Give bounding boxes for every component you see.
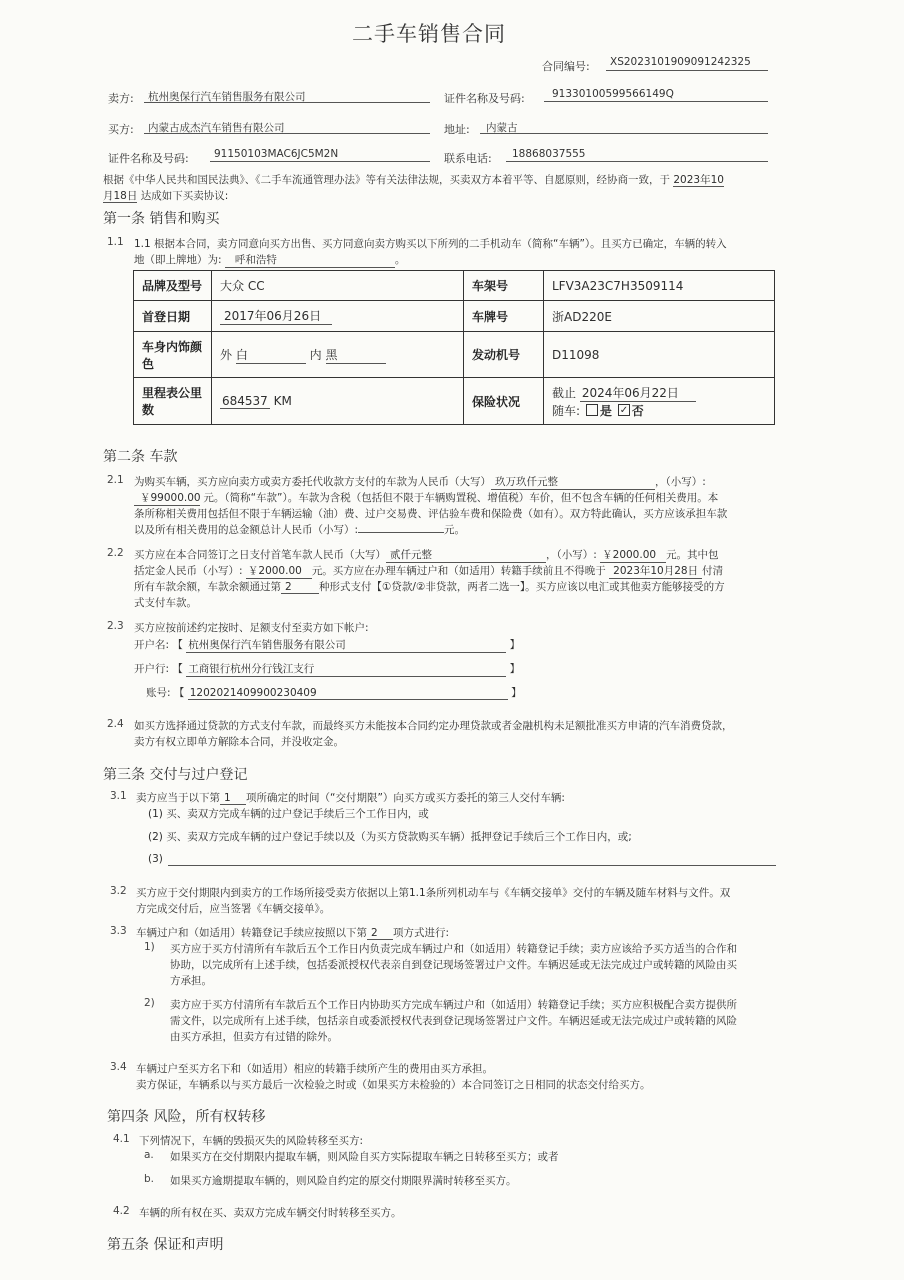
- clause-3-3-1-line3: 方承担。: [170, 975, 212, 987]
- clause-1-1-text2: 地（即上牌地）为: 呼和浩特 。: [134, 254, 406, 266]
- article-1-title: 第一条 销售和购买: [103, 211, 220, 227]
- reg-date-label: 首登日期: [134, 301, 212, 332]
- address-label: 地址:: [444, 123, 470, 136]
- preamble-line1: 根据《中华人民共和国民法典》、《二手车流通管理办法》等有关法律法规，买卖双方本着平等、自愿原则，经协商一致，于 2023年10: [103, 174, 724, 186]
- preamble-line2: 月18日 达成如下买卖协议:: [103, 190, 229, 202]
- transfer-place: 呼和浩特: [225, 252, 395, 268]
- clause-2-1-line4: 以及所有相关费用的总金额总计人民币（小写）: 元。: [134, 524, 466, 536]
- clause-3-3-1-no: 1): [144, 941, 155, 953]
- contract-no-label: 合同编号:: [542, 60, 590, 73]
- preamble-date-b: 月18日: [103, 190, 138, 202]
- insurance-cell: 截止 2024年06月22日 随车: 是 ✓ 否: [544, 378, 775, 425]
- clause-2-3-text: 买方应按前述约定按时、足额支付至卖方如下帐户:: [134, 622, 369, 634]
- clause-4-1-text: 下列情况下，车辆的毁损灭失的风险转移至买方:: [139, 1135, 364, 1147]
- no-checkbox: [618, 404, 630, 416]
- vin-label: 车架号: [464, 271, 544, 301]
- clause-3-3-no: 3.3: [110, 925, 127, 937]
- phone-underline: [506, 161, 768, 162]
- clause-3-3-1-line1: 买方应于买方付清所有车款后五个工作日内负责完成车辆过户和（如适用）转籍登记手续；卖方应该给予买方适当的合作和: [170, 943, 737, 955]
- account-name-row: 开户名: 【 杭州奥保行汽车销售服务有限公司 】: [134, 639, 521, 651]
- article-5-title: 第五条 保证和声明: [107, 1237, 224, 1253]
- clause-4-2-text: 车辆的所有权在买、卖双方完成车辆交付时转移至买方。: [139, 1207, 402, 1219]
- engine-label: 发动机号: [464, 332, 544, 378]
- reg-date-cell: [212, 301, 464, 332]
- exterior-color: 白: [236, 346, 306, 364]
- vehicle-table: [133, 270, 775, 425]
- brand-value: 大众 CC: [212, 271, 464, 301]
- clause-3-2-no: 3.2: [110, 885, 127, 897]
- account-no-row: 账号: 【 1202021409900230409 】: [146, 687, 522, 699]
- brand-label: 品牌及型号: [134, 271, 212, 301]
- earnest-amount: ￥2000.00: [246, 563, 312, 579]
- engine-value: D11098: [544, 332, 775, 378]
- clause-3-3-2-line2: 需文件，以完成所有上述手续，包括亲自或委派授权代表到登记现场签署过户文件。车辆迟延或无法完成过户或转籍的风险: [170, 1015, 737, 1027]
- reg-date-value: 2017年06月26日: [220, 307, 332, 325]
- buyer-underline: [144, 133, 430, 134]
- clause-1-1-text: 1.1 根据本合同，卖方同意向买方出售、买方同意向卖方购买以下所列的二手机动车（简称“车辆”）。且买方已确定，车辆的转入: [134, 238, 727, 250]
- clause-2-4-no: 2.4: [107, 718, 124, 730]
- color-cell: 外 白 内 黑: [212, 332, 464, 378]
- clause-3-3-2-no: 2): [144, 997, 155, 1009]
- price-upper: 玖万玖仟元整: [491, 474, 655, 490]
- clause-2-2-line2: 括定金人民币（小写）: ￥2000.00 元。买方应在办理车辆过户和（如适用）转籍手续前且不得晚于 2023年10月28日 付清: [134, 565, 724, 577]
- mileage-value: 684537: [222, 393, 268, 408]
- seller-label: 卖方:: [108, 92, 134, 105]
- clause-3-3-2-line3: 由买方承担，但卖方有过错的除外。: [170, 1031, 338, 1043]
- buyer-address: 内蒙古: [486, 122, 518, 134]
- clause-3-4-no: 3.4: [110, 1061, 127, 1073]
- color-label: 车身内饰颜 色: [134, 332, 212, 378]
- contract-no: XS2023101909091242325: [610, 56, 751, 68]
- article-4-title: 第四条 风险，所有权转移: [107, 1109, 266, 1125]
- contract-no-underline: [606, 70, 768, 71]
- preamble-date-a: 2023年10: [673, 174, 724, 186]
- seller-id: 91330100599566149Q: [552, 88, 674, 100]
- clause-3-3-2-line1: 卖方应于买方付清所有车款后五个工作日内协助买方完成车辆过户和（如适用）转籍登记手续；买方应积极配合卖方提供所: [170, 999, 737, 1011]
- buyer-id-label: 证件名称及号码:: [108, 152, 189, 165]
- phone: 18868037555: [512, 148, 586, 160]
- transfer-option: 2: [367, 927, 393, 940]
- clause-4-1-b-text: 如果买方逾期提取车辆的，则风险自约定的原交付期限界满时转移至买方。: [170, 1175, 517, 1187]
- address-underline: [480, 133, 768, 134]
- mileage-label: 里程表公里 数: [134, 378, 212, 425]
- clause-2-1-line2: ￥99000.00 元。（简称“车款”）。车款为含税（包括但不限于车辆购置税、增值税）车价，但不包含车辆的任何相关费用。本: [134, 490, 718, 506]
- yes-checkbox: [586, 404, 598, 416]
- buyer-id: 91150103MAC6JC5M2N: [214, 148, 339, 160]
- account-name: 杭州奥保行汽车销售服务有限公司: [186, 637, 506, 653]
- clause-3-1-no: 3.1: [110, 790, 127, 802]
- article-3-title: 第三条 交付与过户登记: [103, 767, 248, 783]
- clause-2-1-line3: 条所称相关费用包括但不限于车辆运输（油）费、过户交易费、评估验车费和保险费（如有）。双方特此确认，买方应该承担车款: [134, 508, 728, 520]
- article-2-title: 第二条 车款: [103, 449, 178, 465]
- clause-2-3-no: 2.3: [107, 620, 124, 632]
- buyer-name: 内蒙古成杰汽车销售有限公司: [148, 122, 285, 134]
- price-lower: ￥99000.00: [134, 490, 200, 506]
- clause-2-2-line1: 买方应在本合同签订之日支付首笔车款人民币（大写） 贰仟元整 ，（小写）: ￥2000.00 元。其中包: [134, 549, 719, 561]
- clause-3-1-line1: 卖方应当于以下第 1 项所确定的时间（“交付期限”）向买方或买方委托的第三人交付车辆:: [136, 792, 565, 804]
- clause-3-3-line1: 车辆过户和（如适用）转籍登记手续应按照以下第 2 项方式进行:: [136, 927, 450, 939]
- contract-title: 二手车销售合同: [352, 22, 506, 46]
- clause-4-1-a-no: a.: [144, 1149, 154, 1161]
- clause-3-3-1-line2: 协助，以完成所有上述手续，包括委派授权代表亲自到登记现场签署过户文件。车辆迟延或无法完成过户或转籍的风险由买: [170, 959, 737, 971]
- clause-4-1-a-text: 如果买方在交付期限内提取车辆，则风险自买方实际提取车辆之日转移至买方；或者: [170, 1151, 559, 1163]
- clause-3-4-line1: 车辆过户至买方名下和（如适用）相应的转籍手续所产生的费用由买方承担。: [136, 1063, 493, 1075]
- seller-id-underline: [544, 101, 768, 102]
- deposit-lower: ￥2000.00: [600, 547, 666, 563]
- clause-3-1-option2: (2) 买、卖双方完成车辆的过户登记手续以及（为买方贷款购买车辆）抵押登记手续后三个工作日内，或;: [148, 831, 632, 843]
- clause-3-1-option1: (1) 买、卖双方完成车辆的过户登记手续后三个工作日内，或: [148, 808, 429, 820]
- buyer-id-underline: [210, 161, 430, 162]
- total-amount-blank: [358, 532, 444, 533]
- insurance-label: 保险状况: [464, 378, 544, 425]
- clause-3-1-option3: (3): [148, 853, 163, 865]
- insurance-until: 2024年06月22日: [580, 384, 696, 402]
- payment-deadline: 2023年10月28日: [609, 563, 702, 579]
- buyer-label: 买方:: [108, 123, 134, 136]
- clause-2-2-no: 2.2: [107, 547, 124, 559]
- clause-2-2-line4: 式支付车款。: [134, 597, 197, 609]
- clause-2-4-line2: 卖方有权立即单方解除本合同，并没收定金。: [134, 736, 344, 748]
- clause-3-4-line2: 卖方保证，车辆系以与买方最后一次检验之时或（如果买方未检验的）本合同签订之日相同的状态交付给买方。: [136, 1079, 651, 1091]
- plate-label: 车牌号: [464, 301, 544, 332]
- delivery-option: 1: [220, 792, 246, 805]
- interior-color: 黑: [326, 346, 386, 364]
- clause-3-2-line2: 方完成交付后，应当签署《车辆交接单》。: [136, 903, 331, 915]
- seller-id-label: 证件名称及号码:: [444, 92, 525, 105]
- clause-2-1-line1: 为购买车辆，买方应向卖方或卖方委托代收款方支付的车款为人民币（大写） 玖万玖仟元整 ，（小写）:: [134, 476, 706, 488]
- clause-2-4-line1: 如买方选择通过贷款的方式支付车款，而最终买方未能按本合同约定办理贷款或者金融机构未足额批准买方申请的汽车消费贷款，: [134, 720, 733, 732]
- option3-underline: [168, 865, 776, 866]
- payment-method: 2: [281, 581, 319, 594]
- clause-4-2-no: 4.2: [113, 1205, 130, 1217]
- account-number: 1202021409900230409: [188, 687, 508, 700]
- clause-2-1-no: 2.1: [107, 474, 124, 486]
- clause-1-1-no: 1.1: [107, 236, 124, 248]
- clause-4-1-b-no: b.: [144, 1173, 155, 1185]
- clause-4-1-no: 4.1: [113, 1133, 130, 1145]
- phone-label: 联系电话:: [444, 152, 492, 165]
- seller-underline: [144, 102, 430, 103]
- vin-value: LFV3A23C7H3509114: [544, 271, 775, 301]
- plate-value: 浙AD220E: [544, 301, 775, 332]
- seller-name: 杭州奥保行汽车销售服务有限公司: [148, 91, 306, 103]
- deposit-upper: 贰仟元整: [386, 547, 546, 563]
- account-bank-row: 开户行: 【 工商银行杭州分行钱江支行 】: [134, 663, 521, 675]
- clause-3-2-line1: 买方应于交付期限内到卖方的工作场所接受卖方依据以上第1.1条所列机动车与《车辆交接单》交付的车辆及随车材料与文件。双: [136, 887, 731, 899]
- clause-2-2-line3: 所有车款余额，车款余额通过第 2 种形式支付【①贷款/②非贷款，两者二选一】。买方应该以电汇或其他卖方能够接受的方: [134, 581, 725, 593]
- account-bank: 工商银行杭州分行钱江支行: [186, 661, 506, 677]
- mileage-cell: 684537 KM: [212, 378, 464, 425]
